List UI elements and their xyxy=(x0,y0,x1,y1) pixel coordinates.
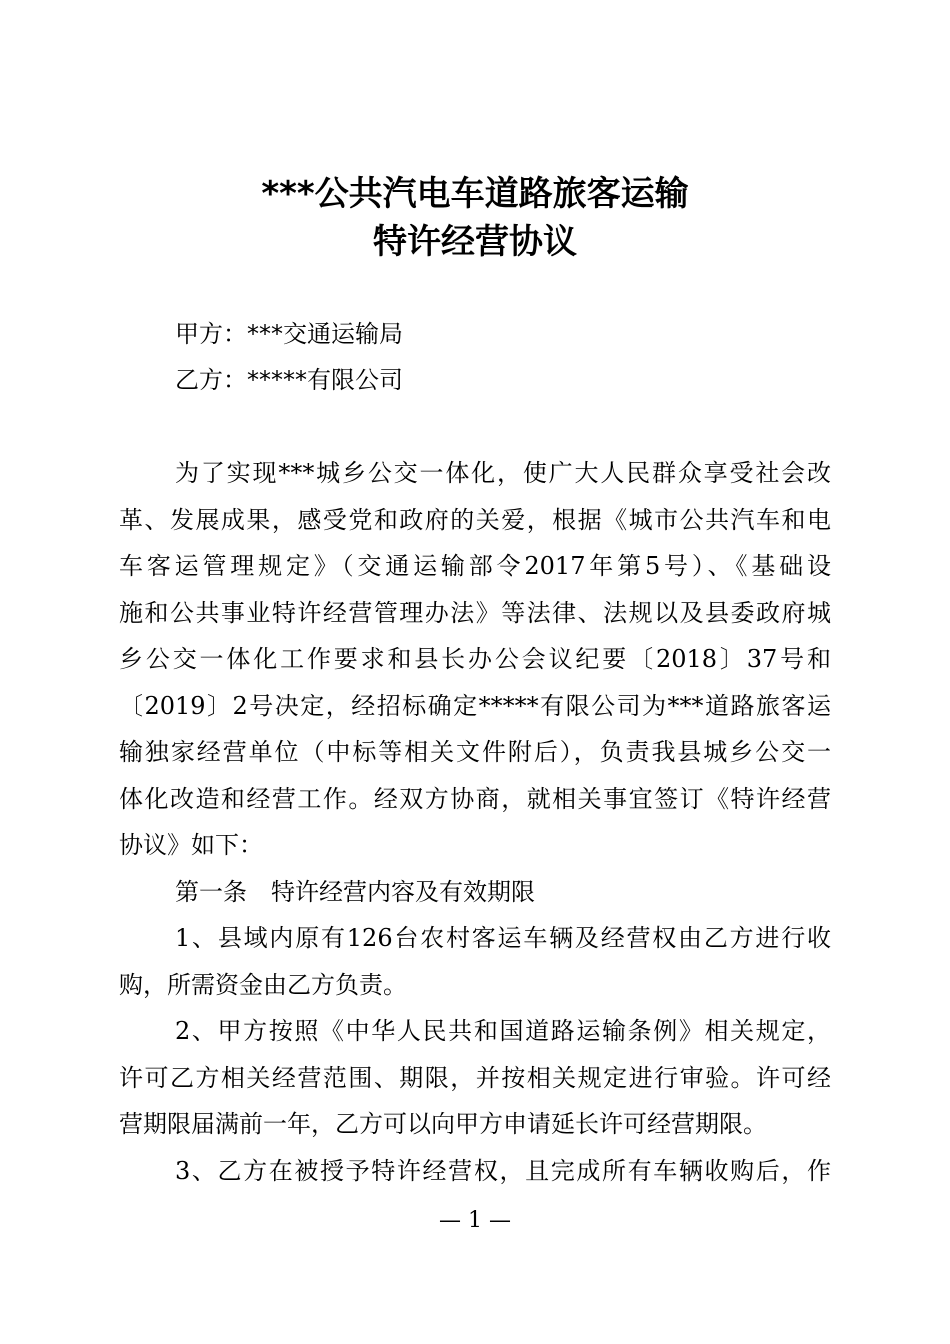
page-number: — 1 — xyxy=(439,1208,511,1233)
body-line: 为了实现***城乡公交一体化，使广大人民群众享受社会改 xyxy=(175,459,831,487)
clause-3-line: 3、乙方在被授予特许经营权，且完成所有车辆收购后，作 xyxy=(175,1156,831,1185)
article-1-heading: 第一条 特许经营内容及有效期限 xyxy=(175,877,535,906)
clause-1-line: 1、县域内原有126台农村客运车辆及经营权由乙方进行收 xyxy=(175,924,831,952)
party-b: 乙方：*****有限公司 xyxy=(175,366,403,394)
body-line: 〔2019〕2号决定，经招标确定*****有限公司为***道路旅客运 xyxy=(119,691,831,720)
agreement-body xyxy=(119,450,831,1194)
document-title-line-1: ***公共汽电车道路旅客运输 xyxy=(261,174,689,214)
clause-2-line: 营期限届满前一年，乙方可以向甲方申请延长许可经营期限。 xyxy=(119,1110,767,1138)
body-line: 乡公交一体化工作要求和县长办公会议纪要〔2018〕37号和 xyxy=(119,645,831,673)
document-title-line-2: 特许经营协议 xyxy=(373,222,577,262)
body-line: 体化改造和经营工作。经双方协商，就相关事宜签订《特许经营 xyxy=(119,784,831,813)
party-a: 甲方：***交通运输局 xyxy=(175,320,403,348)
clause-2-line: 许可乙方相关经营范围、期限，并按相关规定进行审验。许可经 xyxy=(119,1063,831,1092)
clause-1-line: 购，所需资金由乙方负责。 xyxy=(119,970,407,999)
body-line: 施和公共事业特许经营管理办法》等法律、法规以及县委政府城 xyxy=(119,598,831,627)
body-line: 协议》如下： xyxy=(119,831,263,859)
body-line: 输独家经营单位（中标等相关文件附后），负责我县城乡公交一 xyxy=(119,738,831,766)
clause-2-line: 2、甲方按照《中华人民共和国道路运输条例》相关规定， xyxy=(175,1017,831,1045)
body-line: 革、发展成果，感受党和政府的关爱，根据《城市公共汽车和电 xyxy=(119,505,831,534)
body-line: 车客运管理规定》（交通运输部令2017年第5号）、《基础设 xyxy=(119,552,831,580)
